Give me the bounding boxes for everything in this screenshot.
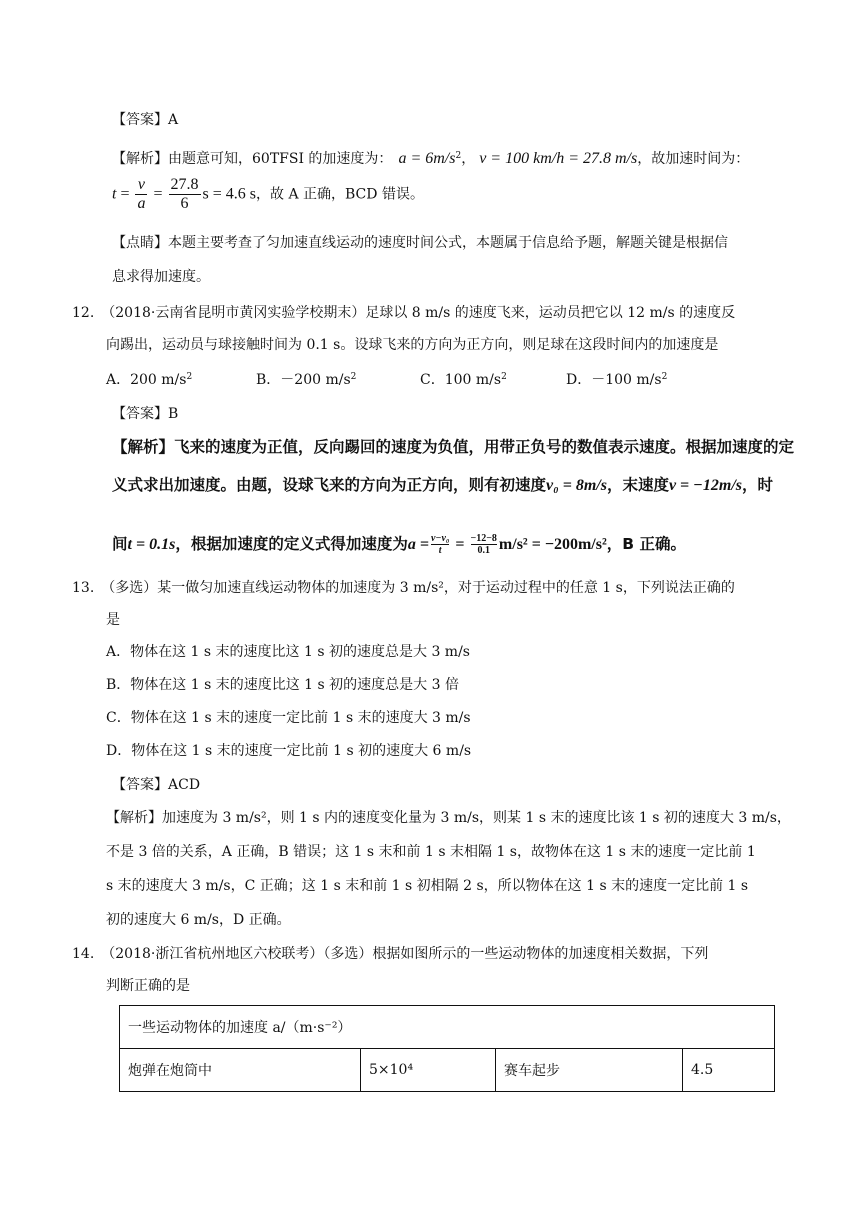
q11-t-result: s = 4.6 s [202,185,256,203]
q11-accel-expr: a = 6m/s [398,150,456,167]
q11-comment-line2: 息求得加速度。 [112,269,210,285]
table-cell: 赛车起步 [496,1049,683,1092]
q12-analysis-line1: 【解析】飞来的速度为正值，反向踢回的速度为负值，用带正负号的数值表示速度。根据加速度的定 [112,438,795,456]
q13-analysis-line3: s 末的速度大 3 m/s，C 正确；这 1 s 末和前 1 s 初相隔 2 s，所以物体在这 1 s 末的速度一定比前 1 s [106,878,749,894]
table-cell: 5×10⁴ [361,1049,496,1092]
q13-analysis-line1: 【解析】加速度为 3 m/s²，则 1 s 内的速度变化量为 3 m/s，则某 1 s 末的速度比该 1 s 初的速度大 3 m/s， [106,810,791,826]
q12-final-velocity: v = −12m/s [668,477,742,494]
q11-analysis-mid: ，故加速时间为： [637,151,750,167]
q11-velocity-expr: v = 100 km/h = 27.8 m/s [479,150,638,167]
q13-analysis-line2: 不是 3 倍的关系，A 正确，B 错误；这 1 s 末和前 1 s 末相隔 1 s，故物体在这 1 s 末的速度一定比前 1 [106,844,756,860]
q12-analysis-line3: 间t = 0.1s，根据加速度的定义式得加速度为a = $\frac{\text{v−v₀}}{t}$ = $\frac{-12-8}{0.1}$ m/s² = −200m/s²，B 正确。 [112,533,686,556]
q13-option-b: B．物体在这 1 s 末的速度比这 1 s 初的速度总是大 3 倍 [106,677,459,693]
q14-stem-line1: 14. （2018·浙江省杭州地区六校联考）（多选）根据如图所示的一些运动物体的加速度相关数据，下列 [72,946,709,962]
table-row [120,1049,775,1092]
q12-option-c: C．100 $m/s^2$ [420,372,507,388]
q12-initial-velocity: v₀ = 8m/s [546,477,607,494]
q11-analysis-prefix: 【解析】由题意可知，60TFSI 的加速度为： [112,151,393,167]
q12-answer: 【答案】B [112,406,179,422]
table-header-row [120,1006,775,1049]
q12-numeric-fraction: $\frac{-12-8}{0.1}$ [470,533,497,556]
q13-option-c: C．物体在这 1 s 末的速度一定比前 1 s 末的速度大 3 m/s [106,710,471,726]
table-header-cell: 一些运动物体的加速度 a/（m·s⁻²） [120,1006,775,1049]
table-cell: 炮弹在炮筒中 [120,1049,361,1092]
q11-t-tail: ，故 A 正确，BCD 错误。 [256,186,424,203]
q11-comment-line1: 【点睛】本题主要考查了匀加速直线运动的速度时间公式，本题属于信息给予题，解题关键是根据信 [112,235,728,251]
q13-stem-line1: 13. （多选）某一做匀加速直线运动物体的加速度为 3 m/s²，对于运动过程中的任意 1 s，下列说法正确的 [72,580,735,596]
q11-answer: 【答案】A [112,112,179,128]
q11-analysis-line2: t = $\frac{v}{a}$ = $\frac{27.8}{6}$ s = 4.6 s，故 A 正确，BCD 错误。 [112,176,424,212]
q12-analysis-line2: 义式求出加速度。由题，设球飞来的方向为正方向，则有初速度v₀ = 8m/s，末速度v = −12m/s，时 [112,476,773,494]
q12-option-d: D．－100 $m/s^2$ [566,372,668,388]
q13-answer: 【答案】ACD [112,777,201,793]
q11-fraction-numeric: $\frac{27.8}{6}$ [170,176,199,212]
q12-option-a: A．200 $m/s^2$ [106,372,193,388]
q12-stem-line2: 向踢出，运动员与球接触时间为 0.1 s。设球飞来的方向为正方向，则足球在这段时间内的加速度是 [106,337,719,353]
q11-analysis-line1: 【解析】由题意可知，60TFSI 的加速度为： $a = 6m/s^2$， v = 100 km/h = 27.8 m/s，故加速时间为： [112,150,750,167]
q13-option-d: D．物体在这 1 s 末的速度一定比前 1 s 初的速度大 6 m/s [106,743,472,759]
q13-option-a: A．物体在这 1 s 末的速度比这 1 s 初的速度总是大 3 m/s [106,644,470,660]
table-cell: 4.5 [683,1049,775,1092]
q14-stem-line2: 判断正确的是 [106,978,190,994]
q12-option-b: B．－200 $m/s^2$ [256,372,357,388]
q11-accel-exp: 2 [455,151,462,161]
q13-analysis-line4: 初的速度大 6 m/s，D 正确。 [106,912,291,928]
q12-def-fraction: $\frac{\text{v−v₀}}{t}$ [430,533,450,556]
q13-stem-line2: 是 [106,612,120,628]
acceleration-table [119,1005,775,1092]
q11-fraction-va: $\frac{v}{a}$ [137,176,146,212]
q11-t-var: t [112,185,117,203]
q12-time-value: t = 0.1s [127,536,176,553]
q12-stem-line1: 12. （2018·云南省昆明市黄冈实验学校期末）足球以 8 m/s 的速度飞来，运动员把它以 12 m/s 的速度反 [72,305,736,321]
